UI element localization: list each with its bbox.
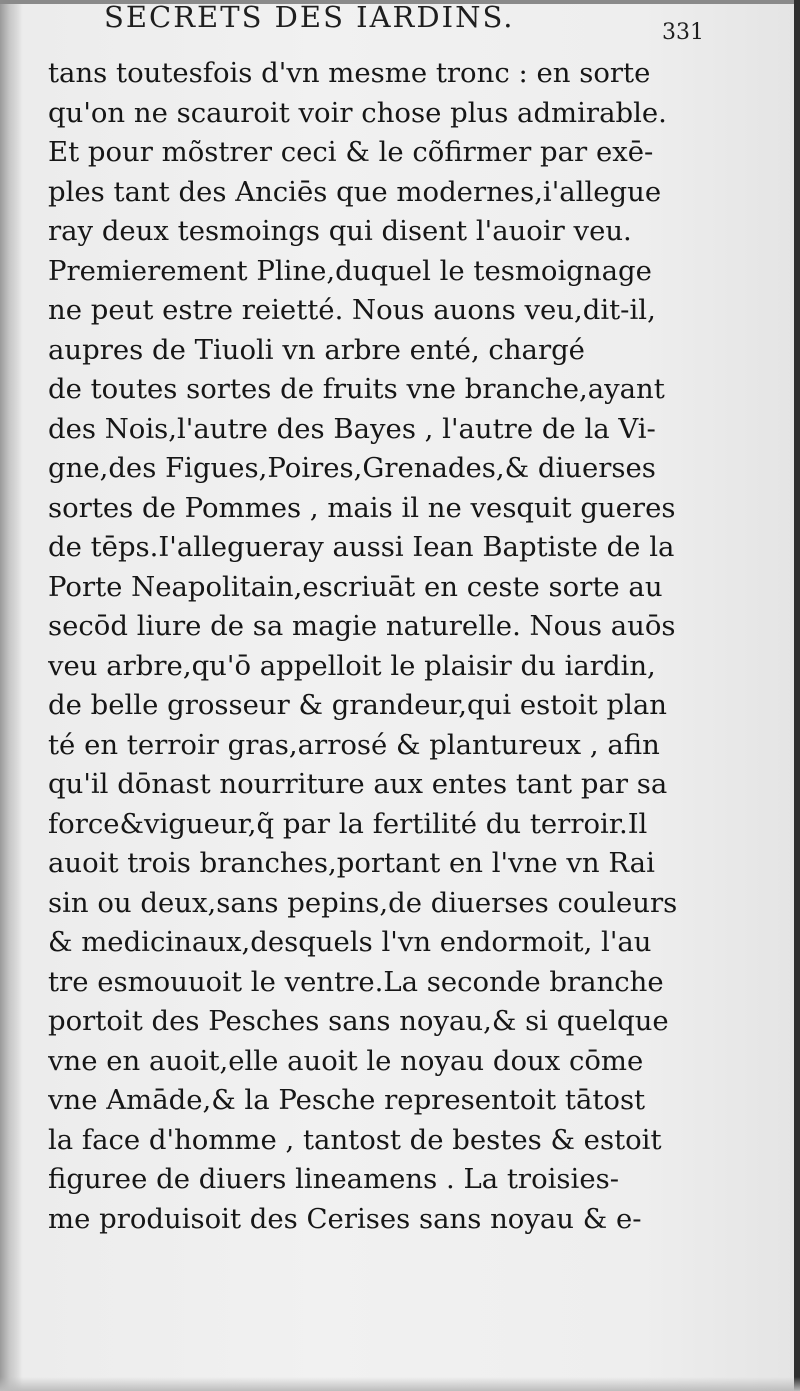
page-bottom-edge (0, 1377, 800, 1391)
text-line: veu arbre,qu'ō appelloit le plaisir du iardin, (48, 649, 656, 682)
text-line: de toutes sortes de fruits vne branche,ayant (48, 373, 665, 405)
text-line: Porte Neapolitain,escriuāt en ceste sorte au (48, 570, 663, 603)
text-line: vne en auoit,elle auoit le noyau doux cōme (48, 1044, 644, 1077)
text-line: figuree de diuers lineamens . La troisies- (48, 1163, 620, 1195)
text-line: force&vigueur,q̃ par la fertilité du terroir.Il (48, 807, 648, 840)
text-line: sin ou deux,sans pepins,de diuerses couleurs (48, 886, 678, 919)
text-line: tre esmouuoit le ventre.La seconde branche (48, 965, 664, 998)
text-line: auoit trois branches,portant en l'vne vn Rai (48, 847, 655, 879)
text-line: secōd liure de sa magie naturelle. Nous auōs (48, 610, 676, 642)
page-number: 331 (662, 20, 704, 45)
text-line: Premierement Pline,duquel le tesmoignage (48, 254, 652, 287)
text-line: aupres de Tiuoli vn arbre enté, chargé (48, 333, 585, 366)
body-text (48, 54, 700, 1239)
text-line: de belle grosseur & grandeur,qui estoit plan (48, 689, 667, 721)
text-line: des Nois,l'autre des Bayes , l'autre de la Vi- (48, 412, 656, 445)
text-line: té en terroir gras,arrosé & plantureux , afin (48, 728, 660, 761)
text-line: ples tant des Anciēs que modernes,i'allegue (48, 175, 662, 208)
text-line: qu'on ne scauroit voir chose plus admirable. (48, 96, 667, 129)
text-line: me produisoit des Cerises sans noyau & e- (48, 1202, 642, 1235)
text-line: ne peut estre reietté. Nous auons veu,dit-il, (48, 294, 656, 326)
text-line: portoit des Pesches sans noyau,& si quelque (48, 1005, 669, 1037)
text-line: & medicinaux,desquels l'vn endormoit, l'au (48, 926, 652, 958)
running-head: SECRETS DES IARDINS. (104, 0, 515, 34)
text-line: gne,des Figues,Poires,Grenades,& diuerses (48, 452, 656, 484)
text-line: ray deux tesmoings qui disent l'auoir veu. (48, 215, 632, 247)
text-line: la face d'homme , tantost de bestes & estoit (48, 1123, 662, 1156)
text-line: qu'il dōnast nourriture aux entes tant par sa (48, 768, 668, 800)
text-line: Et pour mõstrer ceci & le cõfirmer par exē- (48, 136, 654, 168)
text-line: vne Amāde,& la Pesche representoit tātost (48, 1084, 646, 1116)
text-line: sortes de Pommes , mais il ne vesquit gueres (48, 491, 676, 524)
text-line: de tēps.I'allegueray aussi Iean Baptiste de la (48, 531, 675, 563)
binding-shadow (0, 0, 22, 1391)
page-right-edge (794, 0, 800, 1391)
text-line: tans toutesfois d'vn mesme tronc : en sorte (48, 57, 651, 89)
